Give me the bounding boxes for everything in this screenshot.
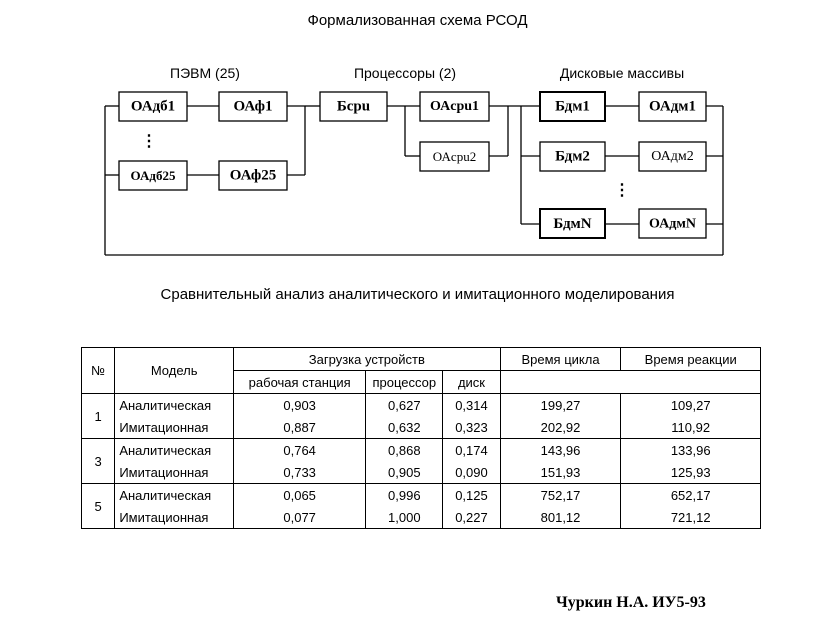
cell-workstation: 0,887 [234,416,366,439]
cell-processor: 0,905 [366,461,443,484]
cell-disk: 0,090 [443,461,500,484]
cell-cycle-time: 143,96 [500,439,621,462]
author-signature: Чуркин Н.А. ИУ5-93 [556,594,706,611]
node-oadb1 [119,92,187,121]
node-oadm1 [639,92,706,121]
group-label-pc: ПЭВМ (25) [170,65,240,81]
cell-cycle-time: 151,93 [500,461,621,484]
diagram-title: Формализованная схема РСОД [307,12,528,29]
node-oacpu1 [420,92,489,121]
cell-disk: 0,323 [443,416,500,439]
svg-text:ОАдм1: ОАдм1 [648,98,697,115]
svg-text:Бcpu: Бcpu [336,98,371,115]
cell-reaction-time: 652,17 [621,484,761,507]
cell-reaction-time: 133,96 [621,439,761,462]
node-oaf25 [219,161,287,190]
header-processor: процессор [366,371,443,394]
node-oadb25 [119,161,187,190]
node-oaf1 [219,92,287,121]
svg-text:ОАдб25: ОАдб25 [130,168,176,183]
table-row [82,416,761,439]
cell-workstation: 0,077 [234,506,366,529]
group-label-cpu: Процессоры (2) [353,65,457,81]
cell-cycle-time: 801,12 [500,506,621,529]
node-oadmn [639,209,706,238]
cell-reaction-time: 110,92 [621,416,761,439]
header-reaction-time: Время реакции [621,348,761,371]
cell-model: Имитационная [115,416,234,439]
table-body [82,394,761,529]
rsod-scheme-diagram [0,0,835,280]
cell-model: Аналитическая [115,484,234,507]
header-empty [500,371,760,394]
cell-workstation: 0,903 [234,394,366,417]
cell-disk: 0,314 [443,394,500,417]
comparison-table [81,347,761,529]
cell-processor: 0,996 [366,484,443,507]
cell-reaction-time: 721,12 [621,506,761,529]
header-load: Загрузка устройств [234,348,501,371]
svg-text:ОАдмN: ОАдмN [648,216,697,232]
header-num: № [82,348,115,394]
svg-text:ОАcpu2: ОАcpu2 [432,149,477,164]
node-oadm2 [639,142,706,171]
header-model: Модель [115,348,234,394]
header-workstation: рабочая станция [234,371,366,394]
cell-disk: 0,227 [443,506,500,529]
cell-reaction-time: 109,27 [621,394,761,417]
ellipsis-pc: ⋮ [141,133,157,150]
table-title: Сравнительный анализ аналитического и имитационного моделирования [160,286,675,303]
cell-disk: 0,174 [443,439,500,462]
table-row [82,506,761,529]
cell-model: Имитационная [115,461,234,484]
cell-workstation: 0,764 [234,439,366,462]
node-bdmn [540,209,605,238]
table-row [82,461,761,484]
svg-text:ОАф1: ОАф1 [233,98,273,115]
node-oacpu2 [420,142,489,171]
cell-processor: 0,868 [366,439,443,462]
cell-processor: 0,632 [366,416,443,439]
table-row [82,394,761,417]
node-bdm1 [540,92,605,121]
svg-text:БдмN: БдмN [553,216,592,232]
cell-disk: 0,125 [443,484,500,507]
svg-text:ОАдм2: ОАдм2 [651,149,694,164]
header-disk: диск [443,371,500,394]
cell-num: 1 [82,394,115,439]
cell-workstation: 0,733 [234,461,366,484]
cell-model: Аналитическая [115,394,234,417]
svg-text:Бдм2: Бдм2 [555,148,590,165]
table-row [82,484,761,507]
cell-workstation: 0,065 [234,484,366,507]
cell-cycle-time: 752,17 [500,484,621,507]
node-bdm2 [540,142,605,171]
ellipsis-disk: ⋮ [614,182,630,199]
header-cycle-time: Время цикла [500,348,621,371]
svg-text:ОАдб1: ОАдб1 [130,98,176,115]
cell-num: 5 [82,484,115,529]
table-row [82,439,761,462]
cell-num: 3 [82,439,115,484]
cell-model: Имитационная [115,506,234,529]
cell-cycle-time: 202,92 [500,416,621,439]
svg-text:Бдм1: Бдм1 [555,98,590,115]
cell-processor: 1,000 [366,506,443,529]
cell-model: Аналитическая [115,439,234,462]
cell-cycle-time: 199,27 [500,394,621,417]
svg-text:ОАф25: ОАф25 [229,167,277,184]
cell-processor: 0,627 [366,394,443,417]
group-label-disk: Дисковые массивы [559,65,685,81]
connection-wires [105,106,723,255]
node-bcpu [320,92,387,121]
svg-text:ОАcpu1: ОАcpu1 [429,99,480,114]
cell-reaction-time: 125,93 [621,461,761,484]
